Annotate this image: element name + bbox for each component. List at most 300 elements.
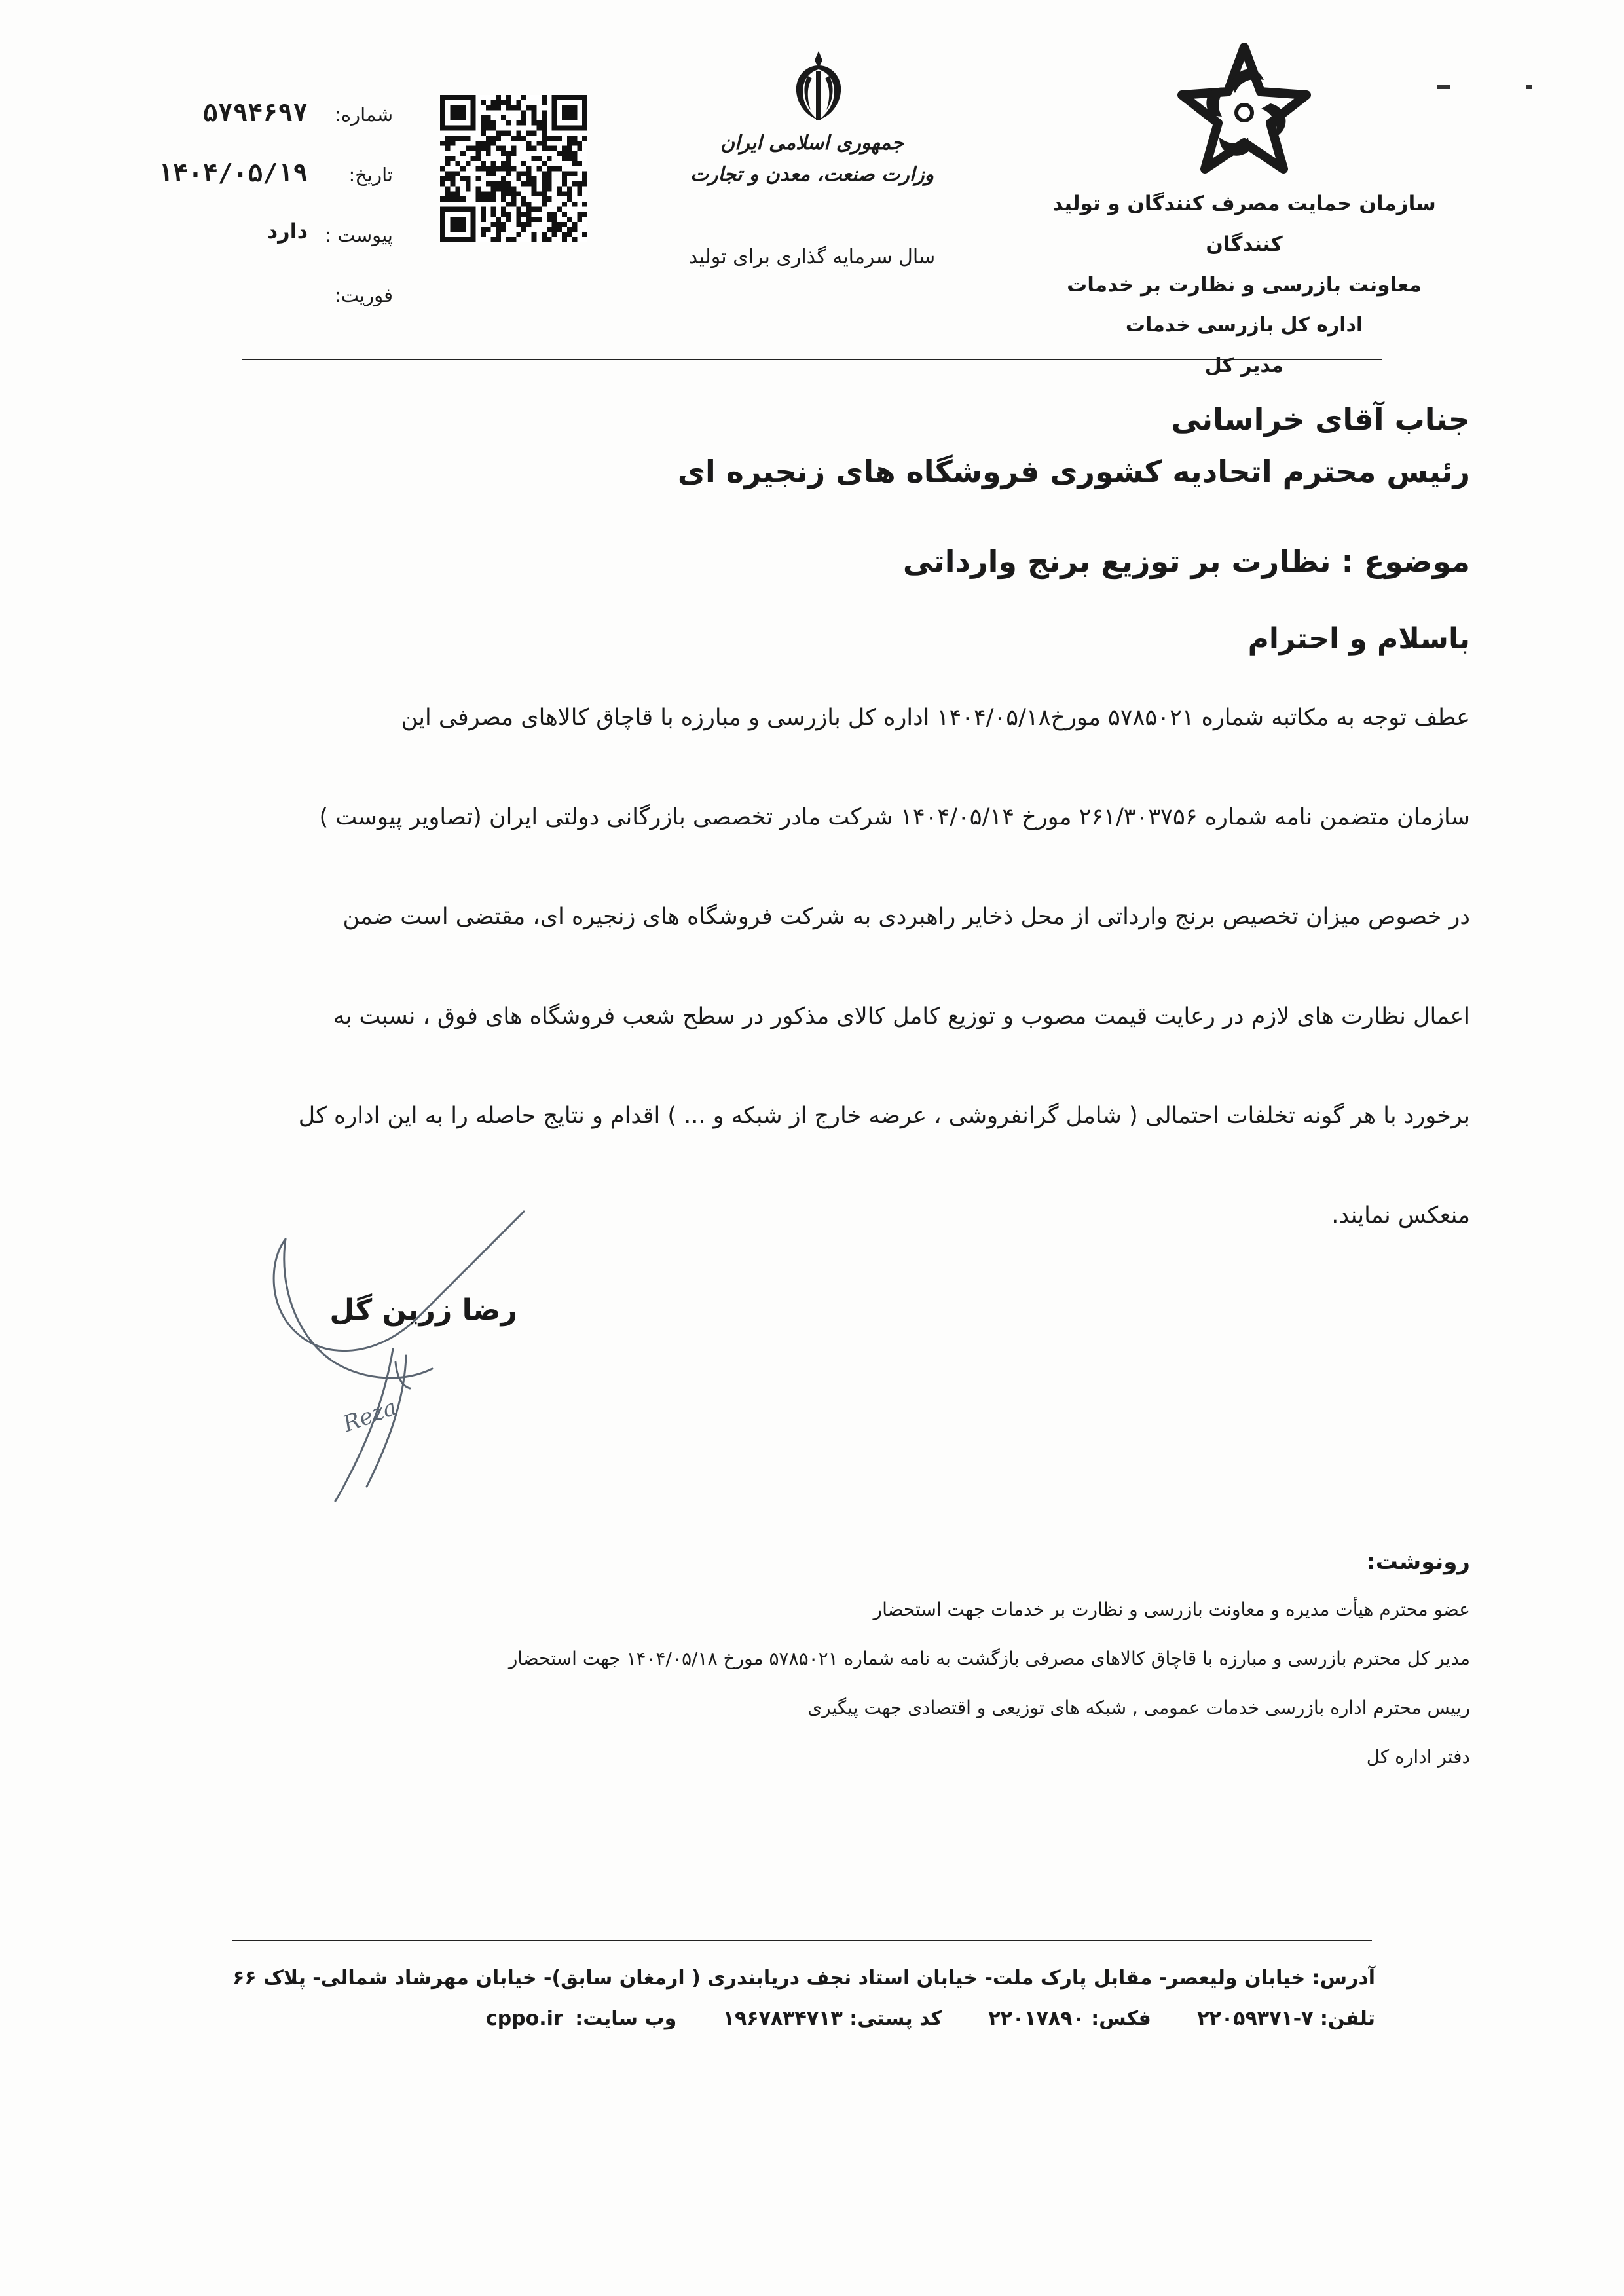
qr-module [516, 191, 521, 196]
qr-module [451, 141, 456, 146]
qr-module [486, 151, 491, 156]
footer-website-link[interactable]: cppo.ir [485, 2007, 563, 2030]
qr-module [491, 136, 496, 141]
qr-module [562, 151, 567, 156]
qr-module [567, 105, 572, 111]
qr-module [572, 222, 578, 227]
qr-module [532, 217, 537, 222]
qr-module [562, 191, 567, 196]
qr-module [445, 196, 451, 202]
qr-module [547, 212, 552, 217]
qr-module [516, 120, 521, 126]
qr-module [532, 156, 537, 161]
qr-module [501, 181, 506, 187]
cc-item: عضو محترم هیأت مدیره و معاونت بازرسی و نظارت بر خدمات جهت استحضار [873, 1599, 1470, 1620]
qr-module [572, 181, 578, 187]
qr-module [455, 217, 460, 222]
government-name: جمهوری اسلامی ایران [720, 132, 904, 155]
body-line: منعکس نمایند. [1331, 1202, 1470, 1229]
qr-module [582, 100, 587, 105]
qr-module [501, 115, 506, 120]
qr-module [440, 120, 445, 126]
qr-module [572, 202, 578, 207]
qr-module [496, 130, 501, 136]
qr-module [521, 181, 526, 187]
qr-module [481, 227, 486, 232]
qr-module [475, 166, 481, 172]
qr-module [466, 95, 471, 100]
qr-module [542, 237, 547, 242]
qr-module [572, 237, 578, 242]
qr-module [471, 207, 476, 212]
qr-module [455, 191, 460, 196]
qr-module [466, 187, 471, 192]
qr-module [440, 232, 445, 237]
qr-module [582, 212, 587, 217]
signer-name: رضا زرین گل [329, 1293, 517, 1327]
qr-module [440, 207, 445, 212]
qr-module [475, 146, 481, 151]
cc-block [357, 1539, 1470, 1781]
qr-module [567, 146, 572, 151]
qr-module [491, 141, 496, 146]
letter-subject: موضوع : نظارت بر توزیع برنج وارداتی [902, 544, 1470, 579]
qr-module [557, 126, 562, 131]
qr-module [440, 126, 445, 131]
qr-module [460, 105, 466, 111]
qr-module [567, 115, 572, 120]
qr-module [445, 156, 451, 161]
qr-module [506, 100, 511, 105]
qr-module [532, 110, 537, 115]
qr-module [536, 120, 542, 126]
qr-module [567, 136, 572, 141]
qr-module [567, 156, 572, 161]
qr-module [481, 146, 486, 151]
qr-module [572, 161, 578, 166]
qr-module [557, 207, 562, 212]
qr-module [532, 191, 537, 196]
qr-module [481, 161, 486, 166]
qr-module [572, 141, 578, 146]
qr-module [491, 207, 496, 212]
qr-module [486, 136, 491, 141]
qr-module [552, 100, 557, 105]
qr-module [562, 181, 567, 187]
qr-module [501, 212, 506, 217]
qr-module [506, 166, 511, 172]
qr-module [475, 141, 481, 146]
qr-module [511, 196, 517, 202]
qr-module [491, 187, 496, 192]
qr-module [481, 191, 486, 196]
qr-module [572, 136, 578, 141]
qr-module [582, 171, 587, 176]
qr-module [542, 141, 547, 146]
qr-module [582, 126, 587, 131]
qr-module [440, 227, 445, 232]
qr-module [455, 222, 460, 227]
qr-module [491, 166, 496, 172]
iran-emblem-icon [779, 46, 858, 124]
qr-module [572, 151, 578, 156]
qr-module [526, 105, 532, 111]
qr-module [466, 237, 471, 242]
qr-module [481, 217, 486, 222]
qr-module [557, 151, 562, 156]
qr-module [511, 191, 517, 196]
qr-module [521, 136, 526, 141]
qr-module [532, 176, 537, 181]
qr-module [562, 212, 567, 217]
qr-module [491, 212, 496, 217]
qr-module [460, 115, 466, 120]
qr-module [440, 176, 445, 181]
qr-module [542, 171, 547, 176]
qr-module [536, 156, 542, 161]
qr-module [440, 181, 445, 187]
qr-module [542, 187, 547, 192]
qr-module [501, 161, 506, 166]
qr-module [572, 156, 578, 161]
qr-module [547, 181, 552, 187]
qr-module [491, 181, 496, 187]
qr-module [481, 130, 486, 136]
qr-module [460, 136, 466, 141]
qr-module [440, 166, 445, 172]
qr-module [582, 95, 587, 100]
qr-module [506, 130, 511, 136]
year-slogan: سال سرمایه گذاری برای تولید [688, 246, 936, 268]
qr-module [562, 95, 567, 100]
qr-module [552, 126, 557, 131]
qr-module [552, 136, 557, 141]
qr-module [491, 222, 496, 227]
qr-module [582, 176, 587, 181]
qr-module [582, 105, 587, 111]
qr-module [481, 100, 486, 105]
qr-module [475, 156, 481, 161]
qr-module [496, 232, 501, 237]
qr-module [526, 130, 532, 136]
attachment-value: دارد [267, 219, 308, 244]
org-header [1015, 183, 1473, 386]
qr-module [445, 191, 451, 196]
qr-module [471, 105, 476, 111]
qr-module [567, 191, 572, 196]
qr-module [516, 136, 521, 141]
qr-module [455, 105, 460, 111]
qr-module [460, 222, 466, 227]
qr-module [481, 120, 486, 126]
letter-date-row [157, 158, 393, 219]
qr-module [451, 207, 456, 212]
qr-module [491, 161, 496, 166]
qr-module [562, 105, 567, 111]
qr-module [557, 227, 562, 232]
qr-module [516, 217, 521, 222]
qr-module [516, 105, 521, 111]
qr-module [542, 130, 547, 136]
qr-module [471, 126, 476, 131]
qr-module [516, 222, 521, 227]
qr-module [496, 181, 501, 187]
qr-module [486, 191, 491, 196]
recipient-title: رئیس محترم اتحادیه کشوری فروشگاه های زنجیره ای [677, 454, 1470, 489]
cc-item: دفتر اداره کل [1366, 1746, 1470, 1768]
qr-module [547, 227, 552, 232]
letter-date-value: ۱۴۰۴/۰۵/۱۹ [158, 158, 308, 187]
qr-module [440, 110, 445, 115]
qr-module [532, 115, 537, 120]
qr-module [567, 151, 572, 156]
qr-module [460, 237, 466, 242]
qr-module [451, 176, 456, 181]
qr-module [552, 105, 557, 111]
qr-module [562, 232, 567, 237]
qr-module [572, 227, 578, 232]
qr-module [451, 181, 456, 187]
qr-module [521, 196, 526, 202]
qr-module [552, 222, 557, 227]
qr-module [542, 196, 547, 202]
qr-module [440, 237, 445, 242]
qr-module [516, 232, 521, 237]
qr-module [547, 156, 552, 161]
qr-module [471, 156, 476, 161]
qr-module [471, 120, 476, 126]
qr-module [552, 110, 557, 115]
qr-module [567, 141, 572, 146]
qr-module [521, 171, 526, 176]
qr-module [552, 227, 557, 232]
qr-module [552, 115, 557, 120]
qr-module [451, 217, 456, 222]
qr-module [547, 196, 552, 202]
letter-date-label: تاریخ: [348, 164, 393, 186]
greeting: باسلام و احترام [1247, 622, 1470, 656]
qr-module [455, 237, 460, 242]
body-line: برخورد با هر گونه تخلفات احتمالی ( شامل گرانفروشی ، عرضه خارج از شبکه و ... ) اقدام و نتایج حاصله را به این اداره کل [298, 1103, 1470, 1129]
qr-module [521, 161, 526, 166]
qr-module [475, 191, 481, 196]
footer-address: آدرس: خیابان ولیعصر- مقابل پارک ملت- خیابان استاد نجف دریابندری ( ارمغان سابق)- خیابان مهرشاد شمالی- پلاک ۶۶ [232, 1967, 1375, 1990]
qr-module [471, 227, 476, 232]
letter-body [154, 668, 1470, 1265]
qr-module [526, 222, 532, 227]
qr-module [460, 110, 466, 115]
qr-module [577, 212, 582, 217]
qr-module [567, 171, 572, 176]
qr-module [567, 217, 572, 222]
qr-module [532, 105, 537, 111]
qr-module [445, 171, 451, 176]
qr-module [526, 217, 532, 222]
qr-module [471, 212, 476, 217]
recipient-name: جناب آقای خراسانی [1171, 401, 1470, 437]
qr-module [501, 207, 506, 212]
qr-module [542, 181, 547, 187]
footer-contact [196, 1999, 1375, 2039]
qr-module [532, 146, 537, 151]
qr-module [460, 126, 466, 131]
qr-module [451, 171, 456, 176]
qr-module [496, 187, 501, 192]
qr-module [455, 136, 460, 141]
org-deputy: معاونت بازرسی و نظارت بر خدمات [1067, 273, 1422, 297]
qr-module [521, 95, 526, 100]
qr-module [440, 212, 445, 217]
qr-module [486, 196, 491, 202]
qr-module [521, 115, 526, 120]
qr-module [491, 120, 496, 126]
letter-number-label: شماره: [335, 103, 393, 126]
qr-module [506, 191, 511, 196]
qr-module [501, 130, 506, 136]
qr-module [506, 212, 511, 217]
qr-module [532, 207, 537, 212]
qr-module [542, 202, 547, 207]
attachment-row [157, 219, 393, 279]
qr-module [572, 171, 578, 176]
body-line: در خصوص میزان تخصیص برنج وارداتی از محل ذخایر راهبردی به شرکت فروشگاه های زنجیره ای، مقتضی است ضمن [342, 904, 1470, 930]
qr-module [567, 196, 572, 202]
org-role: مدیر کل [1204, 354, 1284, 377]
qr-module [511, 187, 517, 192]
qr-module [471, 217, 476, 222]
qr-module [455, 207, 460, 212]
qr-module [451, 95, 456, 100]
qr-module [471, 146, 476, 151]
qr-module [542, 191, 547, 196]
qr-module [547, 237, 552, 242]
qr-module [506, 217, 511, 222]
qr-module [582, 202, 587, 207]
qr-module [536, 126, 542, 131]
qr-module [521, 212, 526, 217]
qr-module [542, 176, 547, 181]
qr-module [582, 115, 587, 120]
qr-module [557, 187, 562, 192]
qr-module [486, 181, 491, 187]
qr-module [501, 222, 506, 227]
qr-module [577, 141, 582, 146]
qr-module [511, 146, 517, 151]
qr-module [496, 166, 501, 172]
qr-module [567, 187, 572, 192]
qr-module [486, 115, 491, 120]
qr-module [496, 95, 501, 100]
qr-module [506, 237, 511, 242]
qr-module [445, 141, 451, 146]
qr-module [451, 136, 456, 141]
qr-module [455, 196, 460, 202]
qr-module [547, 217, 552, 222]
qr-module [440, 217, 445, 222]
qr-module [567, 227, 572, 232]
qr-module [506, 120, 511, 126]
qr-module [455, 126, 460, 131]
cc-title: رونوشت: [1367, 1549, 1470, 1575]
qr-module [552, 120, 557, 126]
qr-module [460, 166, 466, 172]
qr-module [547, 176, 552, 181]
qr-module [521, 202, 526, 207]
qr-module [506, 151, 511, 156]
signature-scribble-text: Reza [339, 1394, 401, 1438]
qr-module [567, 232, 572, 237]
qr-module [547, 166, 552, 172]
qr-module [501, 146, 506, 151]
qr-module [496, 217, 501, 222]
qr-module [481, 232, 486, 237]
qr-module [451, 237, 456, 242]
qr-module [466, 161, 471, 166]
letter-number-row [157, 98, 393, 158]
qr-module [501, 191, 506, 196]
qr-module [542, 120, 547, 126]
qr-module [460, 196, 466, 202]
qr-module [466, 146, 471, 151]
qr-code [440, 95, 587, 242]
qr-module [501, 151, 506, 156]
qr-module [451, 115, 456, 120]
qr-module [496, 136, 501, 141]
qr-module [582, 136, 587, 141]
qr-module [552, 217, 557, 222]
qr-module [471, 237, 476, 242]
qr-module [451, 227, 456, 232]
body-line: سازمان متضمن نامه شماره ۲۶۱/۳۰۳۷۵۶ مورخ ۱۴۰۴/۰۵/۱۴ شرکت مادر تخصصی بازرگانی دولتی ایران (تصاویر پیوست ) [319, 804, 1470, 830]
qr-module [506, 171, 511, 176]
qr-module [501, 227, 506, 232]
qr-module [542, 146, 547, 151]
qr-module [481, 212, 486, 217]
qr-module [466, 181, 471, 187]
qr-module [471, 100, 476, 105]
qr-module [542, 161, 547, 166]
qr-module [440, 222, 445, 227]
qr-module [557, 166, 562, 172]
qr-module [440, 196, 445, 202]
qr-module [501, 100, 506, 105]
qr-module [511, 136, 517, 141]
qr-module [547, 146, 552, 151]
qr-module [455, 187, 460, 192]
qr-module [455, 161, 460, 166]
qr-module [466, 126, 471, 131]
qr-module [455, 171, 460, 176]
footer-website-label: وب سایت: [575, 2007, 677, 2030]
urgency-label: فوریت: [334, 284, 393, 306]
qr-module [511, 166, 517, 172]
qr-module [526, 146, 532, 151]
qr-module [506, 95, 511, 100]
letter-meta [157, 98, 393, 339]
qr-module [562, 156, 567, 161]
footer-divider [232, 1940, 1372, 1941]
qr-module [445, 95, 451, 100]
qr-module [567, 95, 572, 100]
qr-module [542, 232, 547, 237]
qr-module [486, 105, 491, 111]
qr-module [445, 126, 451, 131]
qr-module [481, 126, 486, 131]
footer [196, 1958, 1375, 2039]
qr-module [542, 136, 547, 141]
qr-module [486, 141, 491, 146]
qr-module [567, 110, 572, 115]
